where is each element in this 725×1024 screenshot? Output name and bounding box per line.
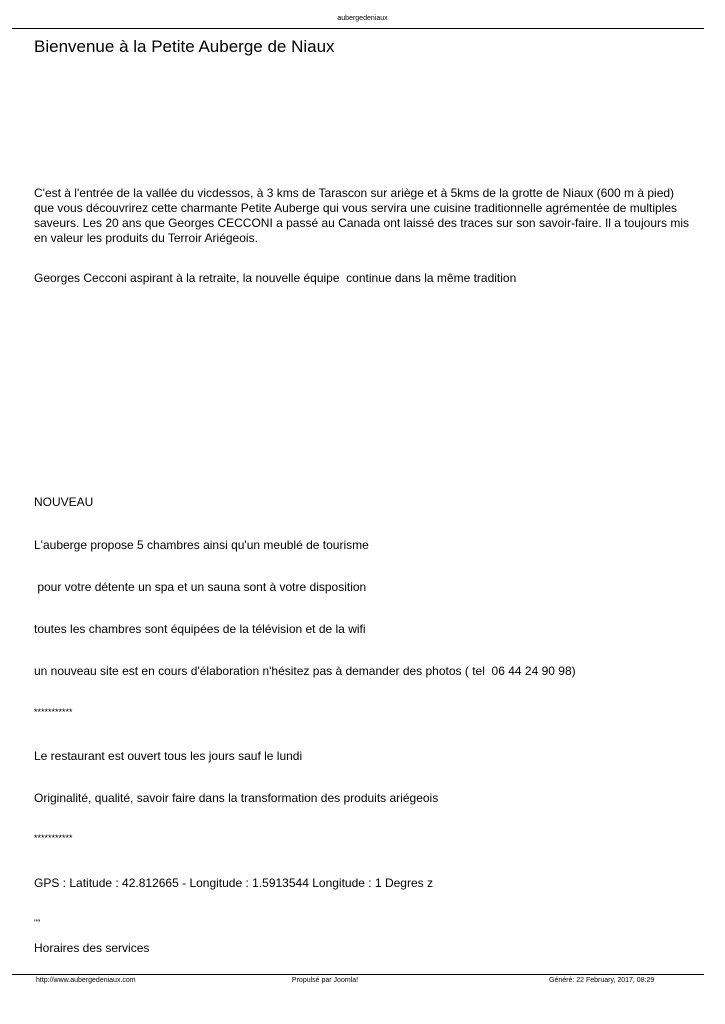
tele-wifi-paragraph: toutes les chambres sont équipées de la télévision et de la wifi bbox=[34, 622, 366, 636]
header-divider bbox=[12, 28, 704, 29]
horaires-heading: Horaires des services bbox=[34, 941, 150, 955]
originalite-paragraph: Originalité, qualité, savoir faire dans la transformation des produits ariégeois bbox=[34, 791, 439, 805]
retraite-paragraph: Georges Cecconi aspirant à la retraite, la nouvelle équipe continue dans la même tradition bbox=[34, 271, 517, 285]
site-name-header: aubergedeniaux bbox=[337, 15, 388, 22]
intro-paragraph: C'est à l'entrée de la vallée du vicdessos, à 3 kms de Tarascon sur ariège et à 5kms de la grotte de Niaux (600 m à pied) que vous découvrirez cette charmante Petite Auberge qui vous servira une cuisine traditionnelle agrémentée de multiples saveurs. Les 20 ans que Georges CECCONI a passé au Canada ont laissé des traces sur son savoir-faire. Il a toujours mis en valeur les produits du Terroir Ariégeois. bbox=[34, 186, 689, 245]
restaurant-paragraph: Le restaurant est ouvert tous les jours sauf le lundi bbox=[34, 749, 303, 763]
footer-divider bbox=[12, 974, 704, 975]
footer-powered-by: Propulsé par Joomla! bbox=[291, 977, 359, 984]
separator-stars: *********** bbox=[34, 707, 73, 717]
spa-paragraph: pour votre détente un spa et un sauna sont à votre disposition bbox=[34, 580, 367, 594]
gps-paragraph: GPS : Latitude : 42.812665 - Longitude : 1.5913544 Longitude : 1 Degres z bbox=[34, 876, 433, 890]
footer-generated-date: Généré: 22 February, 2017, 08:29 bbox=[549, 977, 655, 984]
nouveau-site-paragraph: un nouveau site est en cours d'élaboration n'hésitez pas à demander des photos ( tel 06 44 24 90 98) bbox=[34, 664, 576, 678]
separator-stars: *********** bbox=[34, 833, 73, 843]
nouveau-heading: NOUVEAU bbox=[34, 495, 94, 509]
page-title: Bienvenue à la Petite Auberge de Niaux bbox=[34, 37, 335, 56]
footer-url: http://www.aubergedeniaux.com bbox=[36, 977, 136, 984]
chambres-paragraph: L'auberge propose 5 chambres ainsi qu'un meublé de tourisme bbox=[34, 538, 369, 552]
quote-marks: "" bbox=[34, 918, 41, 928]
